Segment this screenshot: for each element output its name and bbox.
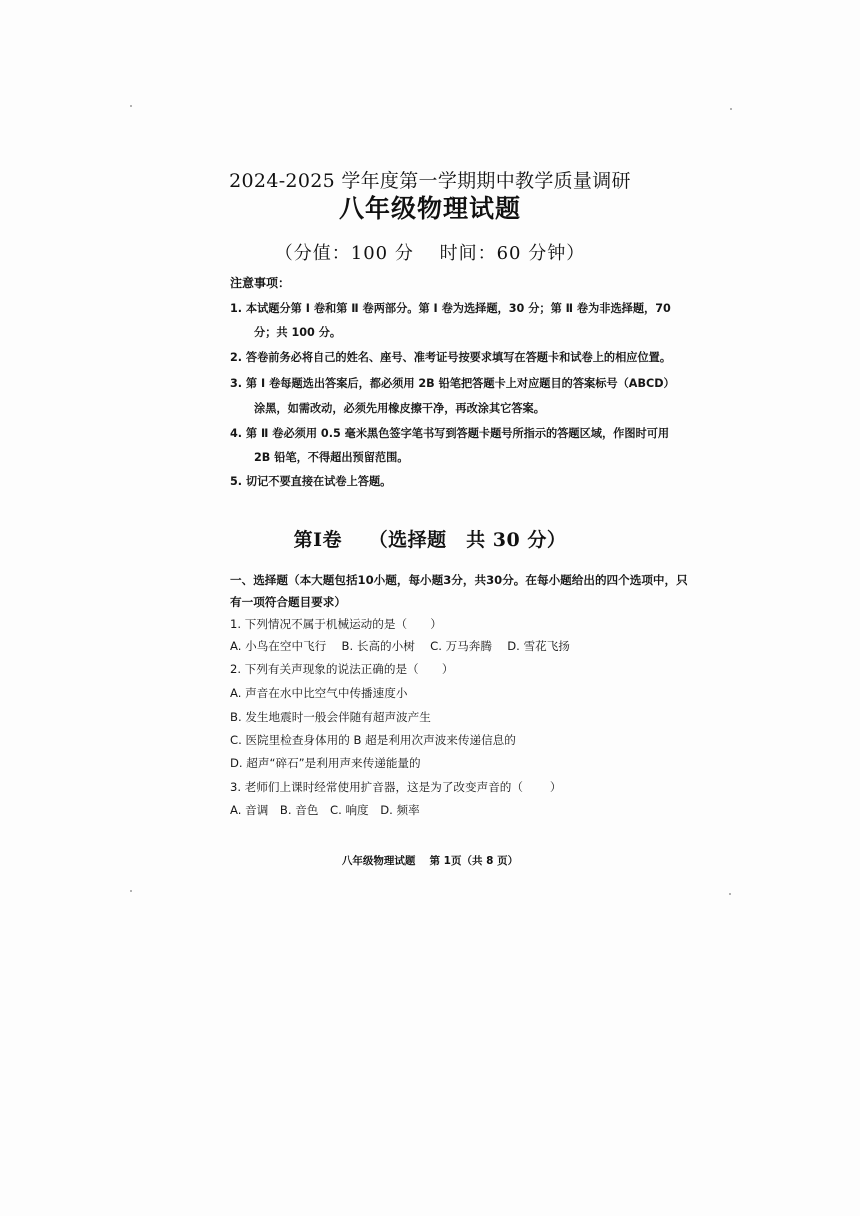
question-options: A. 小鸟在空中飞行 B. 长高的小树 C. 万马奔腾 D. 雪花飞扬 [230,639,570,653]
exam-title: 2024-2025 学年度第一学期期中教学质量调研 [229,170,631,192]
notice-item: 分；共 100 分。 [254,326,342,339]
question-stem: 1. 下列情况不属于机械运动的是（ ） [230,617,442,631]
scan-mark [130,105,132,107]
notice-item: 涂黑，如需改动，必须先用橡皮擦干净，再改涂其它答案。 [254,402,545,415]
question-option: B. 发生地震时一般会伴随有超声波产生 [230,710,431,724]
notice-item: 3. 第 Ⅰ 卷每题选出答案后，都必须用 2B 铅笔把答题卡上对应题目的答案标号（ABCD） [230,377,675,390]
part-instruction: 有一项符合题目要求） [230,595,346,609]
question-option: A. 声音在水中比空气中传播速度小 [230,686,408,700]
scan-mark [730,108,732,110]
exam-meta: （分值：100 分 时间：60 分钟） [274,243,586,264]
question-option: D. 超声“碎石”是利用声来传递能量的 [230,756,421,770]
question-options: A. 音调 B. 音色 C. 响度 D. 频率 [230,803,420,817]
notice-item: 2. 答卷前务必将自己的姓名、座号、准考证号按要求填写在答题卡和试卷上的相应位置。 [230,351,672,364]
notice-item: 5. 切记不要直接在试卷上答题。 [230,475,392,488]
part-instruction: 一、选择题（本大题包括10小题，每小题3分，共30分。在每小题给出的四个选项中，只 [230,573,688,587]
page-footer: 八年级物理试题 第 1页（共 8 页） [341,855,519,867]
question-stem: 2. 下列有关声现象的说法正确的是（ ） [230,662,454,676]
exam-subject: 八年级物理试题 [338,194,521,223]
question-option: C. 医院里检查身体用的 B 超是利用次声波来传递信息的 [230,733,516,747]
scan-mark [729,893,731,895]
notice-item: 1. 本试题分第 Ⅰ 卷和第 Ⅱ 卷两部分。第 Ⅰ 卷为选择题，30 分；第 Ⅱ 卷为非选择题，70 [230,302,671,315]
notice-item: 2B 铅笔，不得超出预留范围。 [254,451,409,464]
scan-mark [130,890,132,892]
notice-heading: 注意事项： [230,276,291,290]
notice-item: 4. 第 Ⅱ 卷必须用 0.5 毫米黑色签字笔书写到答题卡题号所指示的答题区域，作图时可用 [230,427,670,440]
section-heading: 第Ⅰ卷 （选择题 共 30 分） [293,529,567,551]
question-stem: 3. 老师们上课时经常使用扩音器，这是为了改变声音的（ ） [230,780,562,794]
